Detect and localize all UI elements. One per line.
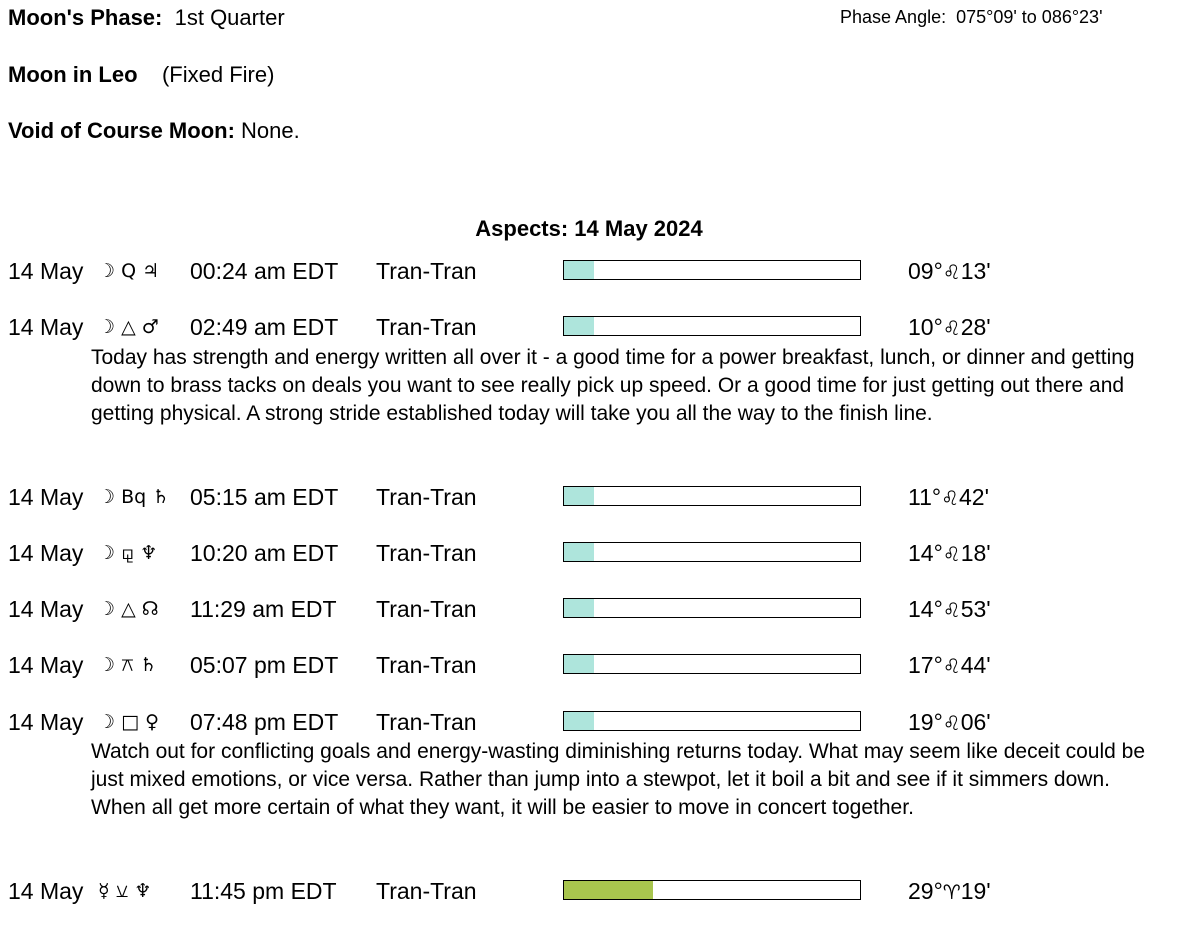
aspect-type: Tran-Tran (376, 596, 477, 622)
aspect-description: Today has strength and energy written all over it - a good time for a power breakfast, lunch, or dinner and getting down to brass tacks on deals you want to see really pick up speed. Or a good time for just getting out there and getting physical. A strong stride established today will take you all the way to the finish line. (91, 346, 1135, 425)
phase-angle-value: 075°09' to 086°23' (956, 7, 1103, 27)
moon-sign-line (8, 62, 274, 88)
aspect-time: 00:24 am EDT (190, 258, 339, 284)
aspect-degree: 19° (908, 709, 943, 735)
aspect-type: Tran-Tran (376, 484, 477, 510)
aspect-strength-bar (563, 598, 861, 618)
aspect-position (908, 540, 991, 567)
aspect-date: 14 May (8, 484, 84, 510)
aspect-glyphs: ☿ ⚺ ♆ (98, 880, 152, 902)
aspect-strength-bar (563, 711, 861, 731)
aspect-position (908, 258, 991, 285)
aspect-strength-fill (564, 261, 594, 279)
aspect-type: Tran-Tran (376, 878, 477, 904)
aspect-date: 14 May (8, 258, 84, 284)
aspect-minutes: 28' (960, 314, 991, 340)
aspect-date: 14 May (8, 709, 84, 735)
aspect-position (908, 652, 991, 679)
aspect-position (908, 709, 991, 736)
zodiac-sign-icon: ♌ (942, 260, 961, 284)
aspect-strength-bar (563, 316, 861, 336)
aspect-type: Tran-Tran (376, 709, 477, 735)
aspect-date: 14 May (8, 878, 84, 904)
aspect-strength-fill (564, 712, 594, 730)
zodiac-sign-icon: ♌ (942, 598, 961, 622)
aspect-position (908, 878, 991, 905)
aspect-minutes: 18' (960, 540, 991, 566)
aspect-date: 14 May (8, 596, 84, 622)
moon-phase-value: 1st Quarter (174, 5, 285, 30)
aspect-strength-fill (564, 655, 594, 673)
aspect-strength-fill (564, 599, 594, 617)
zodiac-sign-icon: ♌ (942, 654, 961, 678)
phase-angle-label: Phase Angle: (840, 7, 947, 27)
aspect-time: 11:29 am EDT (190, 596, 337, 622)
aspect-degree: 14° (908, 540, 943, 566)
void-of-course-label: Void of Course Moon: (8, 118, 235, 143)
aspect-strength-bar (563, 654, 861, 674)
aspect-strength-bar (563, 880, 861, 900)
aspect-minutes: 42' (959, 484, 989, 510)
aspect-type: Tran-Tran (376, 258, 477, 284)
aspect-minutes: 06' (960, 709, 991, 735)
zodiac-sign-icon: ♌ (941, 486, 960, 510)
aspect-minutes: 53' (960, 596, 991, 622)
aspect-strength-bar (563, 542, 861, 562)
aspect-type: Tran-Tran (376, 314, 477, 340)
aspect-degree: 10° (908, 314, 943, 340)
aspect-type: Tran-Tran (376, 652, 477, 678)
aspect-strength-bar (563, 486, 861, 506)
aspect-time: 05:15 am EDT (190, 484, 339, 510)
void-of-course-value: None. (241, 118, 300, 143)
aspect-glyphs: ☽ Bq ♄ (98, 486, 170, 508)
aspect-strength-fill (564, 487, 594, 505)
aspect-glyphs: ☽ △ ☊ (98, 598, 159, 620)
aspect-minutes: 13' (960, 258, 991, 284)
aspect-minutes: 19' (960, 878, 991, 904)
aspect-degree: 11° (908, 484, 942, 510)
aspect-glyphs: ☽ ⚻ ♄ (98, 654, 157, 676)
aspect-date: 14 May (8, 314, 84, 340)
aspect-strength-bar (563, 260, 861, 280)
aspect-degree: 17° (908, 652, 943, 678)
aspect-degree: 14° (908, 596, 943, 622)
aspect-time: 10:20 am EDT (190, 540, 339, 566)
aspect-time: 11:45 pm EDT (190, 878, 337, 904)
moon-sign-value: (Fixed Fire) (161, 62, 275, 87)
aspect-degree: 29° (908, 878, 943, 904)
aspect-degree: 09° (908, 258, 943, 284)
aspect-date: 14 May (8, 540, 84, 566)
moon-sign-label: Moon in Leo (8, 62, 138, 87)
aspect-time: 02:49 am EDT (190, 314, 339, 340)
aspect-description: Watch out for conflicting goals and energy-wasting diminishing returns today. What may seem like deceit could be just mixed emotions, or vice versa. Rather than jump into a stewpot, let it boil a bit and see if it simmers down. When all get more certain of what they want, it will be easier to move in concert together. (91, 740, 1146, 819)
zodiac-sign-icon: ♈ (942, 880, 961, 904)
void-of-course-line (8, 118, 300, 144)
aspect-glyphs: ☽ □ ♀ (98, 711, 159, 733)
moon-phase-label: Moon's Phase: (8, 5, 163, 30)
aspect-position (908, 596, 991, 623)
aspect-position (908, 314, 991, 341)
aspect-time: 07:48 pm EDT (190, 709, 339, 735)
aspect-strength-fill (564, 543, 594, 561)
zodiac-sign-icon: ♌ (942, 542, 961, 566)
aspect-type: Tran-Tran (376, 540, 477, 566)
phase-angle-line (840, 7, 1103, 28)
zodiac-sign-icon: ♌ (942, 711, 961, 735)
zodiac-sign-icon: ♌ (942, 316, 961, 340)
aspect-strength-fill (564, 881, 653, 899)
aspect-glyphs: ☽ △ ♂ (98, 316, 159, 338)
aspect-minutes: 44' (960, 652, 991, 678)
aspect-strength-fill (564, 317, 594, 335)
aspect-position (908, 484, 989, 511)
moon-phase-line (8, 5, 285, 31)
aspects-title: Aspects: 14 May 2024 (475, 216, 703, 241)
aspect-date: 14 May (8, 652, 84, 678)
aspect-glyphs: ☽ Q ♃ (98, 260, 160, 282)
aspect-glyphs: ☽ ⚼ ♆ (98, 542, 158, 564)
aspect-time: 05:07 pm EDT (190, 652, 339, 678)
